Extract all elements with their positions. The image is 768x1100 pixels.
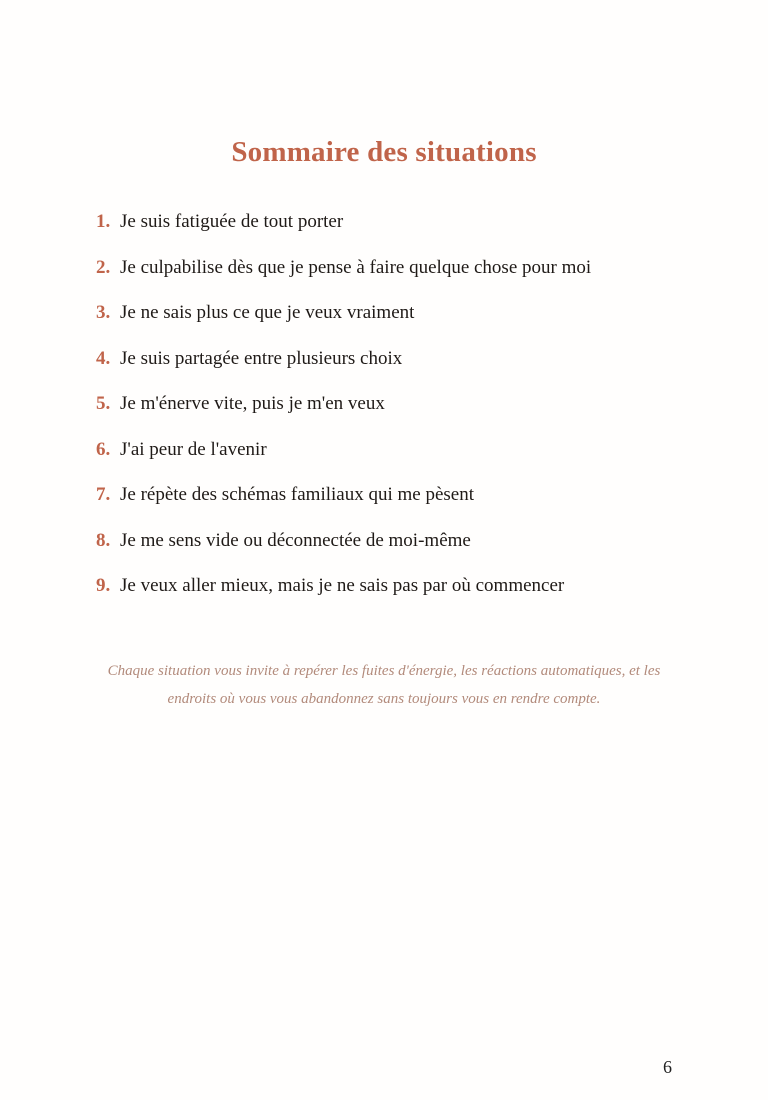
list-item xyxy=(96,572,696,618)
item-label: J'ai peur de l'avenir xyxy=(120,438,267,460)
item-number: 1. xyxy=(96,211,111,232)
list-item xyxy=(96,299,696,345)
list-item xyxy=(96,436,696,482)
list-item xyxy=(96,254,696,300)
situations-list xyxy=(96,208,696,618)
item-label: Je veux aller mieux, mais je ne sais pas par où commencer xyxy=(120,575,565,596)
italic-note: Chaque situation vous invite à repérer les fuites d'énergie, les réactions automatiques, et les endroits où vous vous abandonnez sans toujours vous en rendre compte. xyxy=(107,663,661,707)
item-number: 8. xyxy=(96,529,111,551)
list-item xyxy=(96,345,696,391)
list-item xyxy=(96,208,696,254)
item-label: Je m'énerve vite, puis je m'en veux xyxy=(120,393,385,414)
item-number: 9. xyxy=(96,575,111,596)
item-number: 3. xyxy=(96,302,111,323)
list-item xyxy=(96,481,696,527)
item-number: 5. xyxy=(96,393,111,414)
page-title: Sommaire des situations xyxy=(231,136,537,168)
item-number: 7. xyxy=(96,484,111,505)
item-label: Je me sens vide ou déconnectée de moi-même xyxy=(120,529,471,551)
item-label: Je suis partagée entre plusieurs choix xyxy=(120,347,403,369)
item-number: 4. xyxy=(96,347,111,369)
item-number: 2. xyxy=(96,256,111,278)
page-number: 6 xyxy=(663,1057,672,1077)
item-label: Je répète des schémas familiaux qui me pèsent xyxy=(120,484,475,505)
list-item xyxy=(96,527,696,573)
item-label: Je suis fatiguée de tout porter xyxy=(120,211,344,232)
item-number: 6. xyxy=(96,438,111,460)
list-item xyxy=(96,390,696,436)
item-label: Je culpabilise dès que je pense à faire quelque chose pour moi xyxy=(120,256,592,278)
item-label: Je ne sais plus ce que je veux vraiment xyxy=(120,302,415,323)
